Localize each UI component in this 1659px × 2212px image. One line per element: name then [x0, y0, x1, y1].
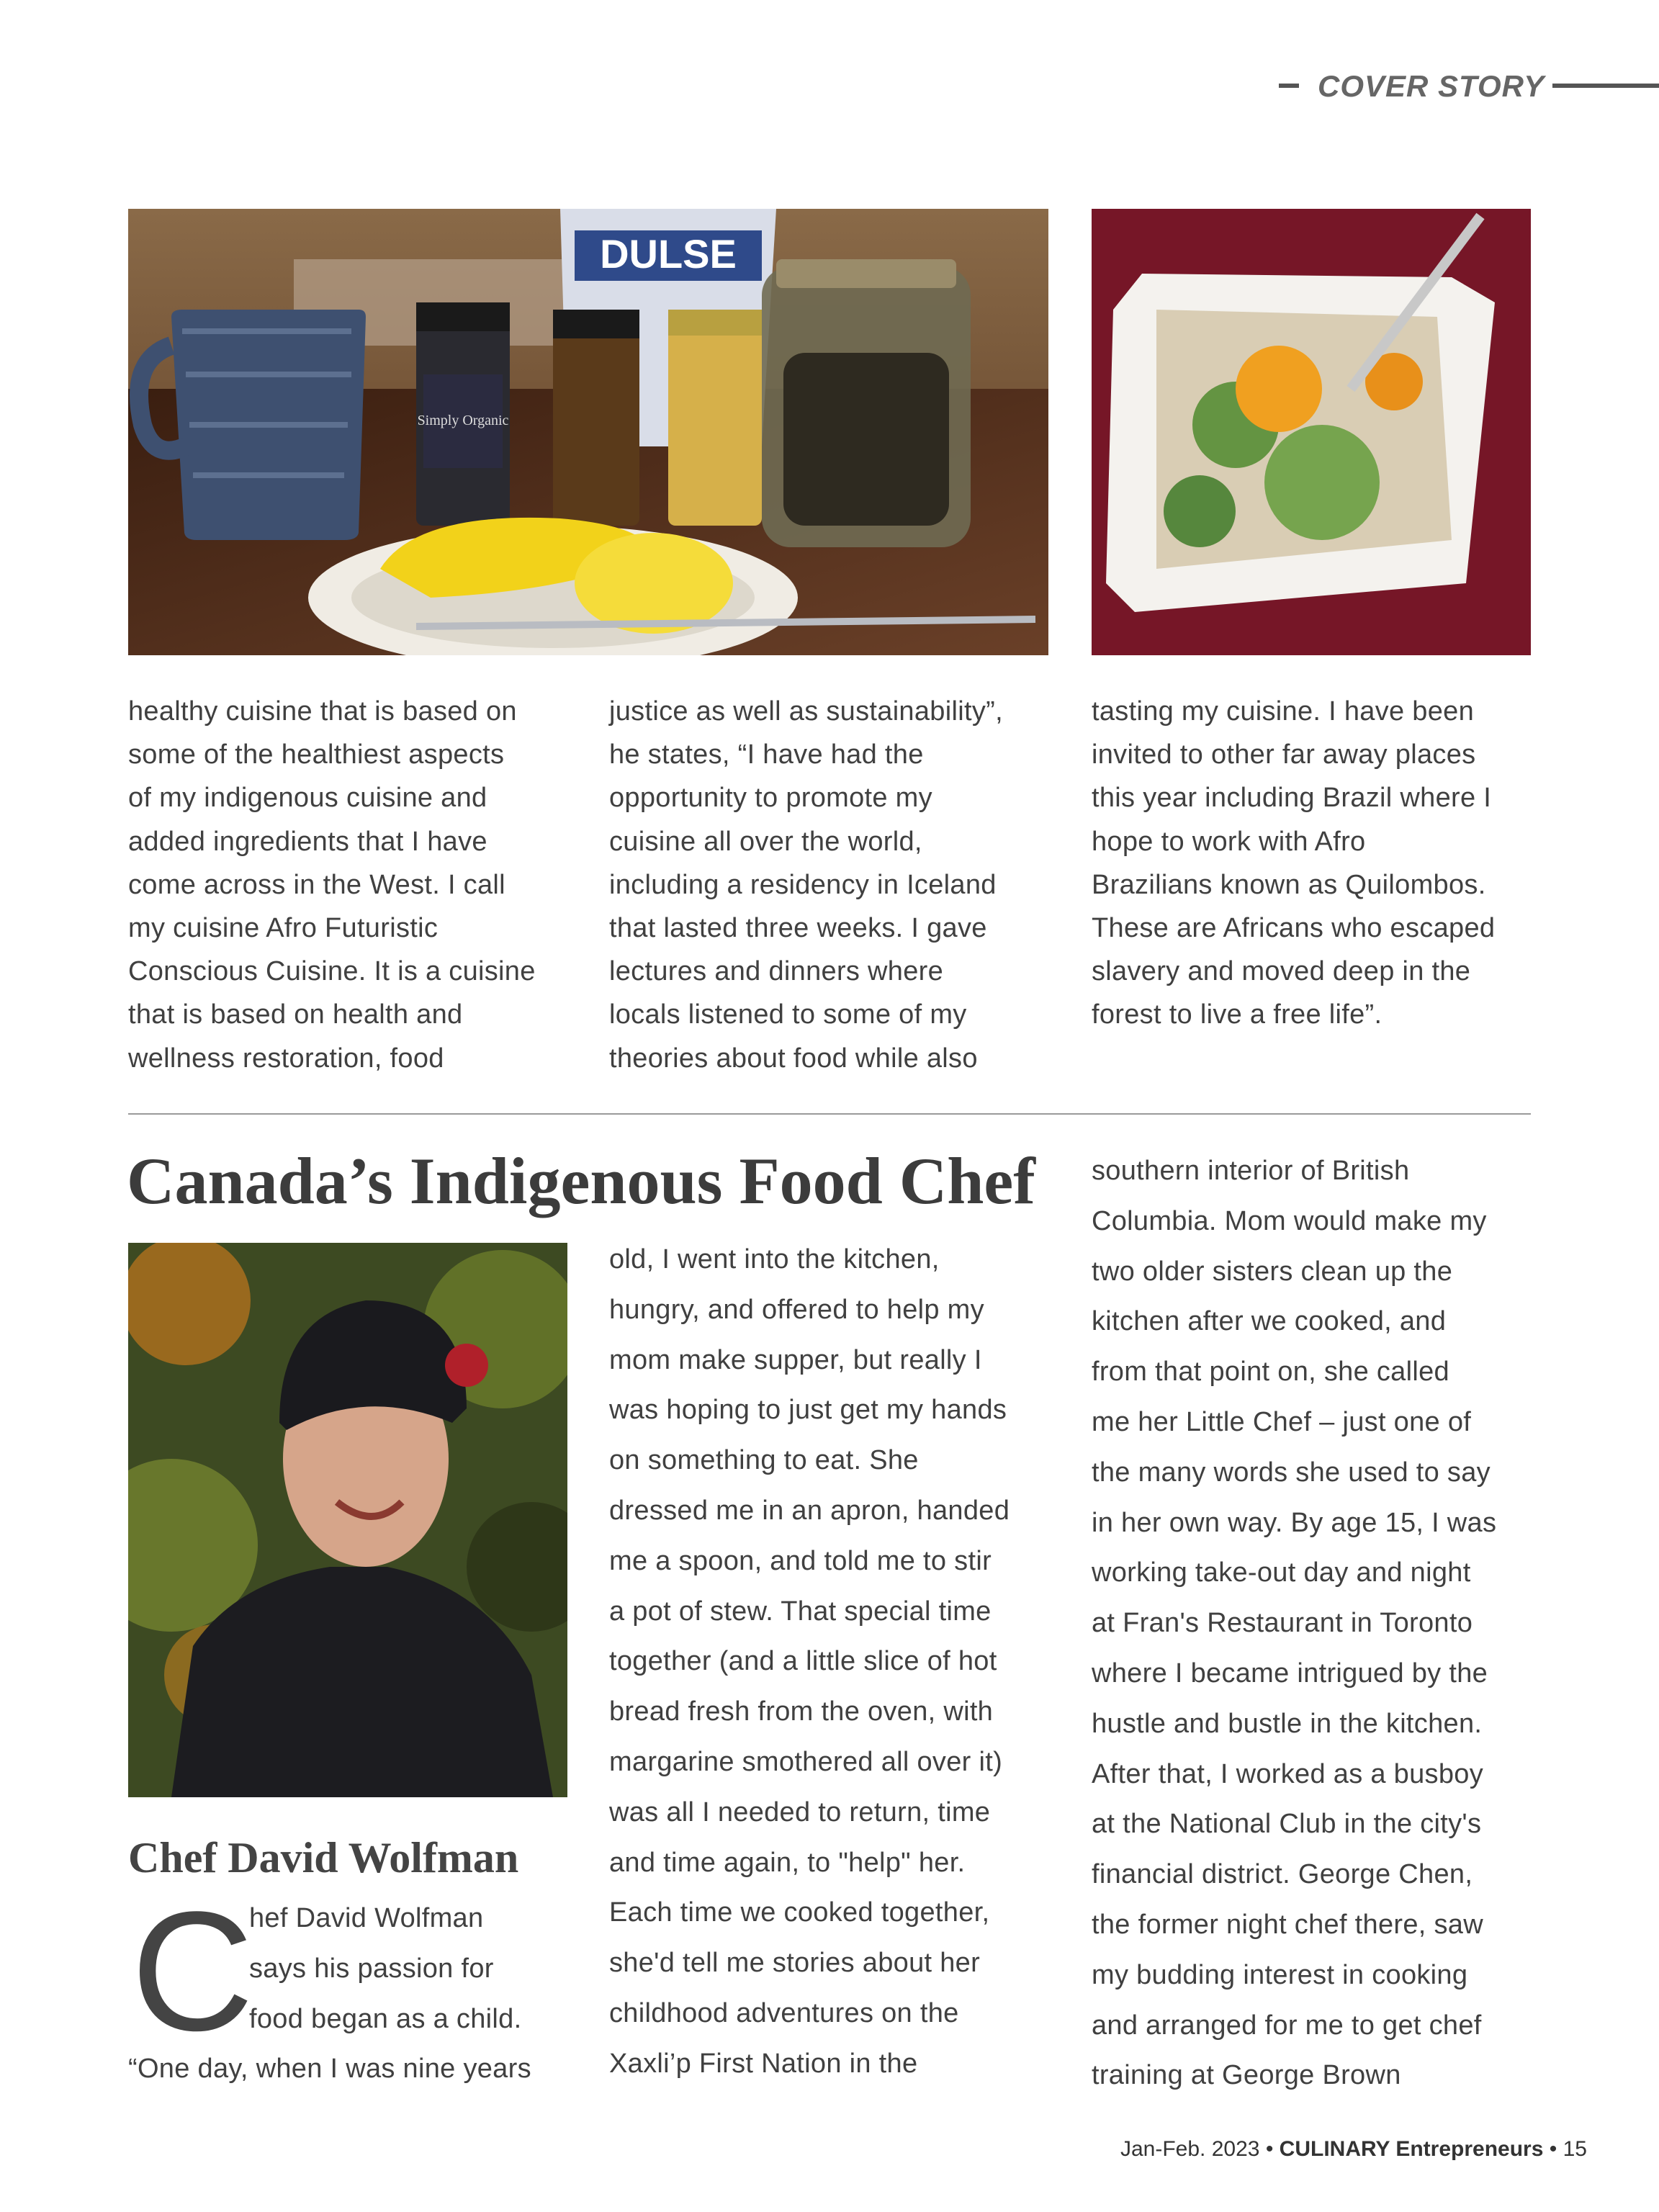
text-line: hope to work with Afro — [1092, 826, 1366, 857]
top-column-1 — [128, 690, 536, 1080]
text-line: and arranged for me to get chef — [1092, 2010, 1482, 2041]
footer-bullet: • — [1265, 2137, 1274, 2161]
text-line: and time again, to "help" her. — [609, 1847, 966, 1878]
rice-bowl-photo — [1092, 209, 1531, 655]
text-line: some of the healthiest aspects — [128, 739, 505, 770]
drop-cap: C — [131, 1876, 254, 2067]
section-divider — [128, 1113, 1531, 1115]
text-line: of my indigenous cuisine and — [128, 783, 487, 814]
text-line: she'd tell me stories about her — [609, 1948, 981, 1979]
text-line: that is based on health and — [128, 999, 463, 1030]
text-line: tasting my cuisine. I have been — [1092, 696, 1475, 727]
text-line: bread fresh from the oven, with — [609, 1696, 994, 1727]
header-rule — [1552, 84, 1659, 88]
text-line: dressed me in an apron, handed — [609, 1495, 1010, 1526]
text-line: my cuisine Afro Futuristic — [128, 912, 439, 943]
text-line: wellness restoration, food — [128, 1043, 444, 1074]
magazine-name: CULINARY Entrepreneurs — [1279, 2137, 1544, 2161]
text-line: the many words she used to say — [1092, 1457, 1491, 1488]
text-line: Xaxli’p First Nation in the — [609, 2048, 918, 2079]
footer-bullet: • — [1549, 2137, 1557, 2161]
article-column-2 — [609, 1235, 1010, 2090]
text-line: healthy cuisine that is based on — [128, 696, 517, 727]
text-line: invited to other far away places — [1092, 739, 1476, 770]
dulse-label: DULSE — [600, 231, 737, 276]
text-line: old, I went into the kitchen, — [609, 1244, 940, 1274]
text-line: working take-out day and night — [1092, 1557, 1471, 1588]
text-line: mom make supper, but really I — [609, 1344, 982, 1375]
text-line: this year including Brazil where I — [1092, 783, 1492, 814]
text-line: theories about food while also — [609, 1043, 978, 1074]
page-number: 15 — [1563, 2137, 1587, 2161]
top-column-2 — [609, 690, 1003, 1080]
text-line: that lasted three weeks. I gave — [609, 912, 987, 943]
article-subhead: Chef David Wolfman — [128, 1834, 519, 1881]
header-dash — [1279, 84, 1299, 88]
text-line: hustle and bustle in the kitchen. — [1092, 1708, 1483, 1739]
text-line: opportunity to promote my — [609, 783, 932, 814]
text-line: lectures and dinners where — [609, 956, 944, 987]
chef-portrait-photo — [128, 1243, 567, 1797]
text-line: Each time we cooked together, — [609, 1897, 990, 1928]
text-line: training at George Brown — [1092, 2060, 1401, 2091]
text-line: Conscious Cuisine. It is a cuisine — [128, 956, 536, 987]
text-line: was all I needed to return, time — [609, 1797, 991, 1827]
text-line: Brazilians known as Quilombos. — [1092, 869, 1486, 900]
text-line: where I became intrigued by the — [1092, 1658, 1488, 1689]
text-line: says his passion for — [249, 1953, 494, 1984]
text-line: together (and a little slice of hot — [609, 1646, 997, 1677]
issue-date: Jan-Feb. 2023 — [1120, 2137, 1260, 2161]
text-line: kitchen after we cooked, and — [1092, 1306, 1447, 1337]
section-label: COVER STORY — [1318, 69, 1545, 103]
text-line: financial district. George Chen, — [1092, 1859, 1473, 1890]
text-line: including a residency in Iceland — [609, 869, 997, 900]
page-footer — [1120, 2133, 1587, 2166]
text-line: After that, I worked as a busboy — [1092, 1758, 1483, 1789]
text-line: the former night chef there, saw — [1092, 1909, 1483, 1940]
text-line: “One day, when I was nine years — [128, 2054, 531, 2085]
top-column-3 — [1092, 690, 1495, 1037]
text-line: in her own way. By age 15, I was — [1092, 1507, 1497, 1538]
text-line: hungry, and offered to help my — [609, 1294, 984, 1325]
text-line: childhood adventures on the — [609, 1997, 959, 2028]
text-line: come across in the West. I call — [128, 869, 505, 900]
text-line: These are Africans who escaped — [1092, 912, 1496, 943]
text-line: my budding interest in cooking — [1092, 1959, 1468, 1990]
text-line: Columbia. Mom would make my — [1092, 1205, 1487, 1236]
spice-label: Simply Organic — [417, 413, 509, 428]
text-line: southern interior of British — [1092, 1156, 1410, 1186]
text-line: added ingredients that I have — [128, 826, 487, 857]
text-line: hef David Wolfman — [249, 1903, 484, 1933]
article-column-1 — [128, 1894, 531, 2095]
text-line: me a spoon, and told me to stir — [609, 1545, 992, 1576]
text-line: two older sisters clean up the — [1092, 1256, 1453, 1287]
text-line: me her Little Chef – just one of — [1092, 1406, 1472, 1437]
text-line: at the National Club in the city's — [1092, 1809, 1482, 1840]
text-line: slavery and moved deep in the — [1092, 956, 1471, 987]
text-line: locals listened to some of my — [609, 999, 967, 1030]
ingredients-photo — [128, 209, 1048, 655]
text-line: food began as a child. — [249, 2003, 522, 2034]
text-line: he states, “I have had the — [609, 739, 924, 770]
text-line: on something to eat. She — [609, 1445, 919, 1476]
text-line: was hoping to just get my hands — [609, 1395, 1007, 1426]
text-line: from that point on, she called — [1092, 1357, 1449, 1388]
text-line: a pot of stew. That special time — [609, 1596, 992, 1627]
text-line: margarine smothered all over it) — [609, 1746, 1003, 1777]
text-line: justice as well as sustainability”, — [609, 696, 1003, 727]
article-column-3 — [1092, 1146, 1496, 2101]
text-line: cuisine all over the world, — [609, 826, 922, 857]
article-headline: Canada’s Indigenous Food Chef — [127, 1144, 1035, 1218]
text-line: forest to live a free life”. — [1092, 999, 1382, 1030]
text-line: at Fran's Restaurant in Toronto — [1092, 1608, 1473, 1639]
